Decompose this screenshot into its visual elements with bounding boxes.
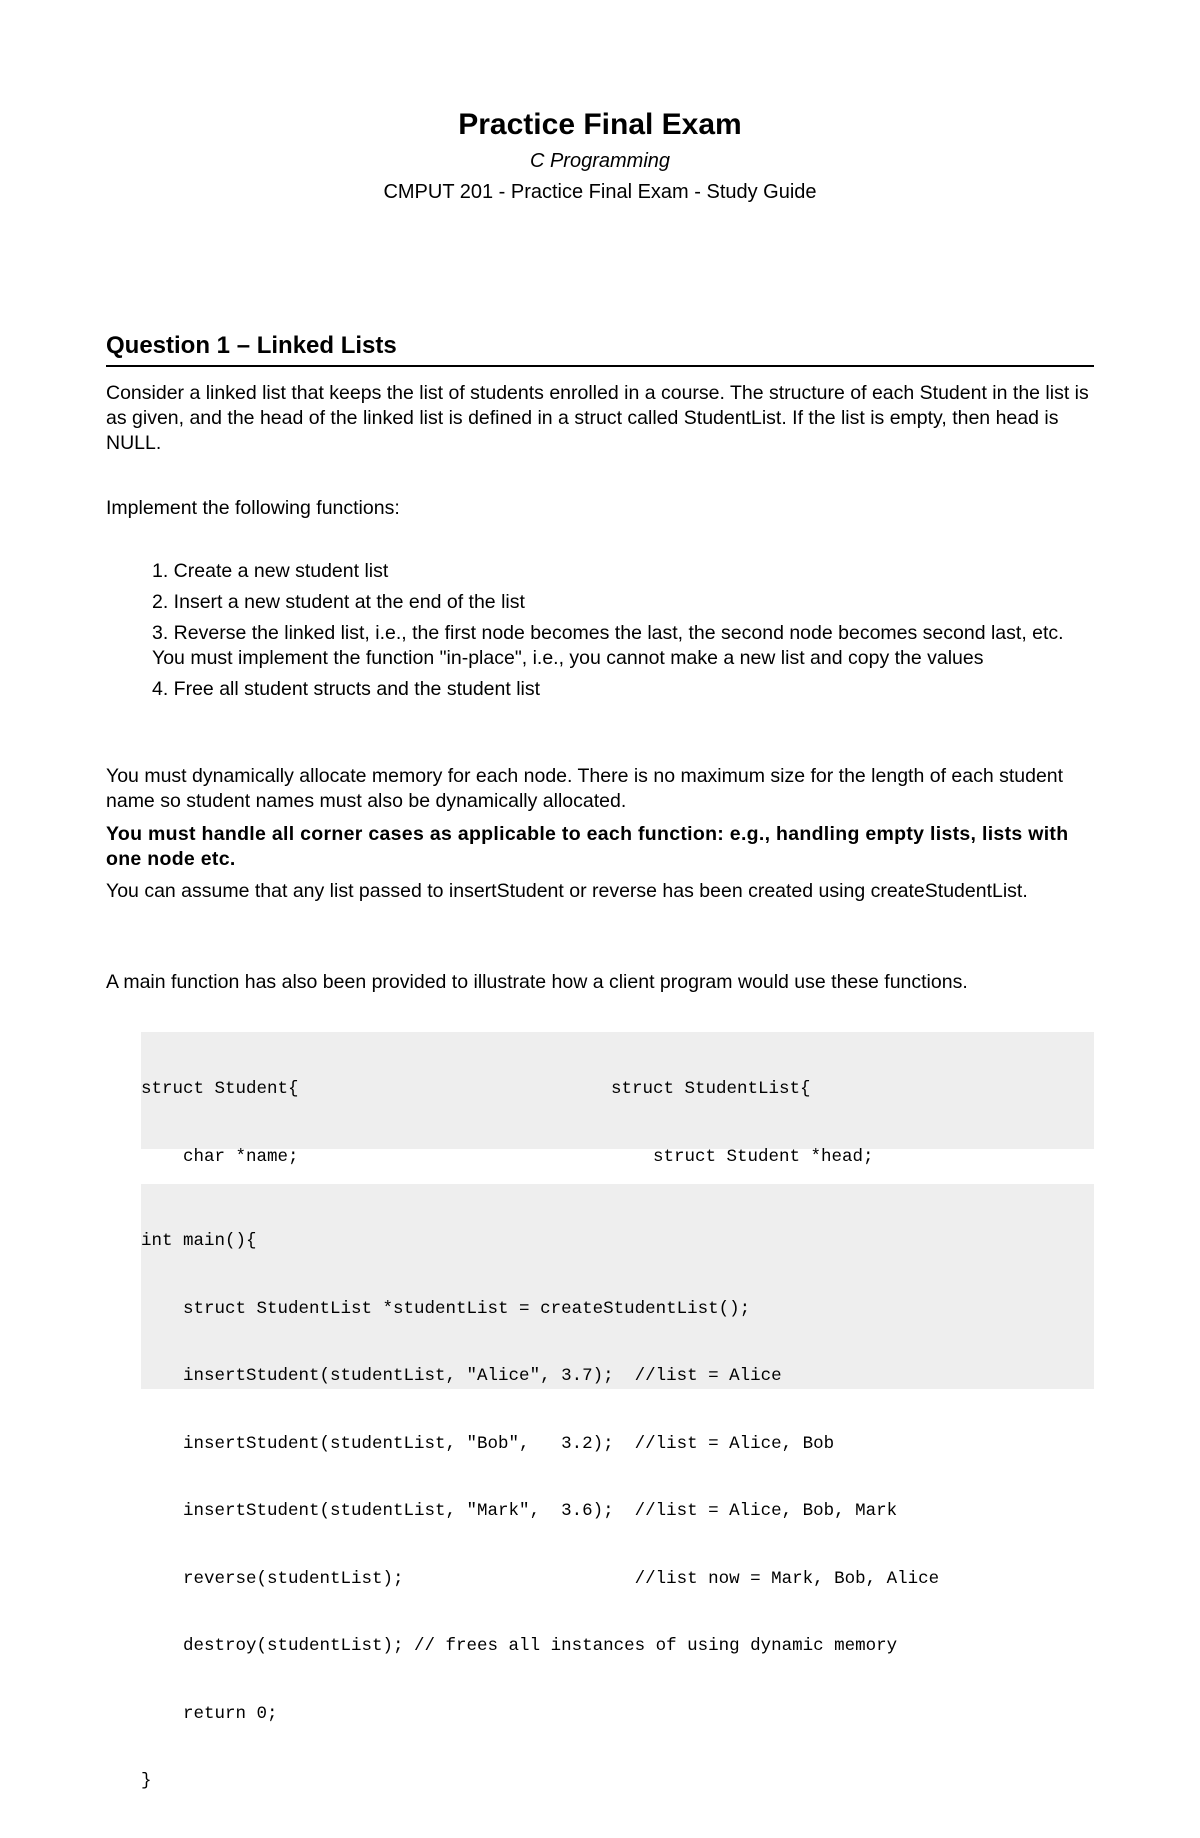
code-line: struct Student *head;: [611, 1146, 874, 1167]
course-line: CMPUT 201 - Practice Final Exam - Study Guide: [383, 181, 817, 203]
code-line: int main(){: [141, 1231, 257, 1251]
task-list: [152, 559, 1097, 708]
code-line: destroy(studentList); // frees all instances of using dynamic memory: [141, 1636, 898, 1656]
question-heading: Question 1 – Linked Lists: [106, 330, 1094, 367]
main-function-code: [141, 1184, 1094, 1791]
task-item-3: 3. Reverse the linked list, i.e., the first node becomes the last, the second node becomes second last, etc. You must implement the function "in-place", i.e., you cannot make a new list and copy the values: [152, 622, 1064, 669]
task-item-1: 1. Create a new student list: [152, 560, 389, 582]
code-line: struct StudentList{: [611, 1079, 811, 1099]
assumption-note: You can assume that any list passed to insertStudent or reverse has been created using createStudentList.: [106, 880, 1028, 902]
memory-note: You must dynamically allocate memory for each node. There is no maximum size for the length of each student name so student names must also be dynamically allocated.: [106, 765, 1064, 812]
document-title: Practice Final Exam: [458, 108, 742, 141]
code-line: struct Student{: [141, 1079, 299, 1099]
code-line: char *name;: [141, 1146, 299, 1167]
code-line: return 0;: [141, 1703, 278, 1724]
question-intro: Consider a linked list that keeps the list of students enrolled in a course. The structure of each Student in the list is as given, and the head of the linked list is defined in a struct called StudentList. If the list is empty, then head is NULL.: [106, 382, 1089, 454]
document-subtitle: C Programming: [529, 150, 671, 172]
struct-definitions-code: [141, 1032, 1094, 1167]
code-line: }: [141, 1771, 152, 1791]
code-line: reverse(studentList); //list now = Mark, Bob, Alice: [141, 1568, 940, 1589]
main-function-lines: [141, 1185, 939, 1838]
code-line: insertStudent(studentList, "Mark", 3.6); //list = Alice, Bob, Mark: [141, 1501, 898, 1521]
corner-cases-note: You must handle all corner cases as applicable to each function: e.g., handling empty lists, lists with one node etc.: [106, 823, 1069, 870]
task-item-4: 4. Free all student structs and the student list: [152, 678, 541, 700]
main-note: A main function has also been provided to illustrate how a client program would use these functions.: [106, 971, 968, 993]
code-line: struct StudentList *studentList = createStudentList();: [141, 1298, 751, 1319]
implement-prompt: Implement the following functions:: [106, 497, 400, 519]
code-line: insertStudent(studentList, "Alice", 3.7); //list = Alice: [141, 1366, 782, 1386]
code-line: insertStudent(studentList, "Bob", 3.2); //list = Alice, Bob: [141, 1433, 835, 1454]
task-item-2: 2. Insert a new student at the end of the list: [152, 591, 525, 613]
